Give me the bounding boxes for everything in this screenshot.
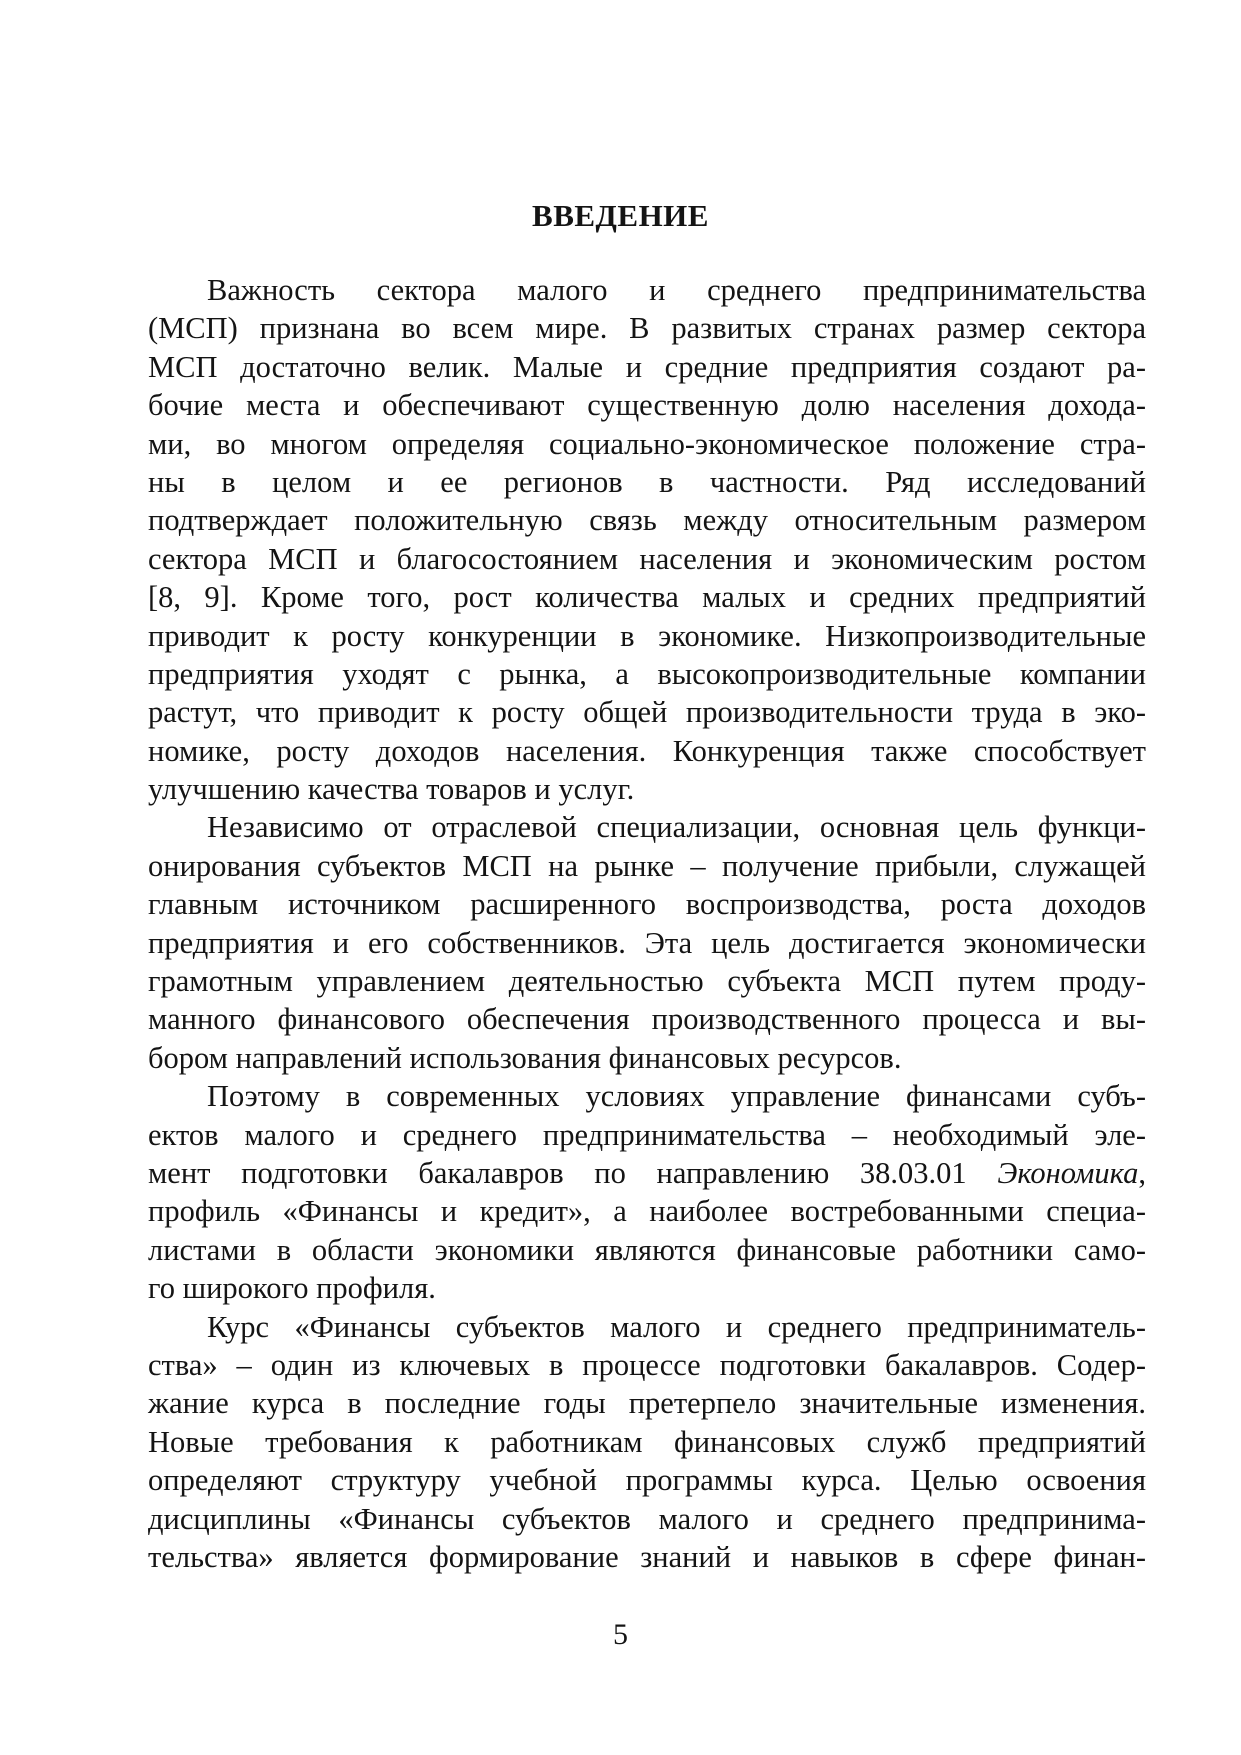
- text-line: листами в области экономики являются финансовые работники само-: [148, 1232, 1146, 1267]
- text-line: (МСП) признана во всем мире. В развитых странах размер сектора: [148, 311, 1146, 346]
- text-line: главным источником расширенного воспроизводства, роста доходов: [148, 887, 1146, 922]
- text-line: Поэтому в современных условиях управление финансами субъ-: [207, 1079, 1146, 1114]
- text-line: определяют структуру учебной программы курса. Целью освоения: [148, 1463, 1146, 1498]
- text-line: ми, во многом определяя социально-экономическое положение стра-: [148, 426, 1146, 461]
- text-line: бочие места и обеспечивают существенную долю населения дохода-: [148, 388, 1146, 423]
- text-line: Курс «Финансы субъектов малого и среднего предприниматель-: [207, 1309, 1146, 1344]
- text-fragment: мент подготовки бакалавров по направлению 38.03.01: [148, 1155, 998, 1190]
- text-line: приводит к росту конкуренции в экономике. Низкопроизводительные: [148, 618, 1146, 653]
- text-line: бором направлений использования финансовых ресурсов.: [148, 1040, 902, 1075]
- body-text: [148, 271, 1146, 1576]
- text-line: МСП достаточно велик. Малые и средние предприятия создают ра-: [148, 349, 1146, 384]
- text-line: дисциплины «Финансы субъектов малого и среднего предпринима-: [148, 1501, 1146, 1536]
- text-line: улучшению качества товаров и услуг.: [148, 772, 635, 807]
- text-line: [8, 9]. Кроме того, рост количества малых и средних предприятий: [148, 580, 1146, 615]
- text-line: ства» – один из ключевых в процессе подготовки бакалавров. Содер-: [148, 1347, 1146, 1382]
- text-line: растут, что приводит к росту общей производительности труда в эко-: [148, 695, 1146, 730]
- text-line: предприятия уходят с рынка, а высокопроизводительные компании: [148, 656, 1146, 691]
- text-line: го широкого профиля.: [148, 1271, 436, 1306]
- text-line: Новые требования к работникам финансовых служб предприятий: [148, 1424, 1146, 1459]
- text-line: онирования субъектов МСП на рынке – получение прибыли, служащей: [148, 848, 1146, 883]
- text-line: жание курса в последние годы претерпело значительные изменения.: [148, 1386, 1146, 1421]
- page-number: 5: [613, 1618, 628, 1651]
- text-line: Важность сектора малого и среднего предпринимательства: [207, 273, 1146, 307]
- italic-term: Экономика: [997, 1155, 1139, 1190]
- text-line-with-term: [148, 1154, 1146, 1192]
- text-line: грамотным управлением деятельностью субъекта МСП путем проду-: [148, 964, 1146, 999]
- page-title: ВВЕДЕНИЕ: [532, 198, 709, 233]
- text-line: профиль «Финансы и кредит», а наиболее востребованными специа-: [148, 1194, 1146, 1229]
- text-line: манного финансового обеспечения производственного процесса и вы-: [148, 1002, 1146, 1037]
- text-line: тельства» является формирование знаний и навыков в сфере финан-: [148, 1539, 1146, 1574]
- text-fragment: ,: [1138, 1155, 1146, 1190]
- text-line: Независимо от отраслевой специализации, основная цель функци-: [207, 810, 1146, 845]
- text-line: сектора МСП и благосостоянием населения и экономическим ростом: [148, 541, 1146, 576]
- text-line: ны в целом и ее регионов в частности. Ряд исследований: [148, 464, 1146, 499]
- text-line: ектов малого и среднего предпринимательства – необходимый эле-: [148, 1117, 1146, 1152]
- text-line: подтверждает положительную связь между относительным размером: [148, 503, 1146, 538]
- text-line: номике, росту доходов населения. Конкуренция также способствует: [148, 733, 1146, 768]
- text-line: предприятия и его собственников. Эта цель достигается экономически: [148, 925, 1146, 960]
